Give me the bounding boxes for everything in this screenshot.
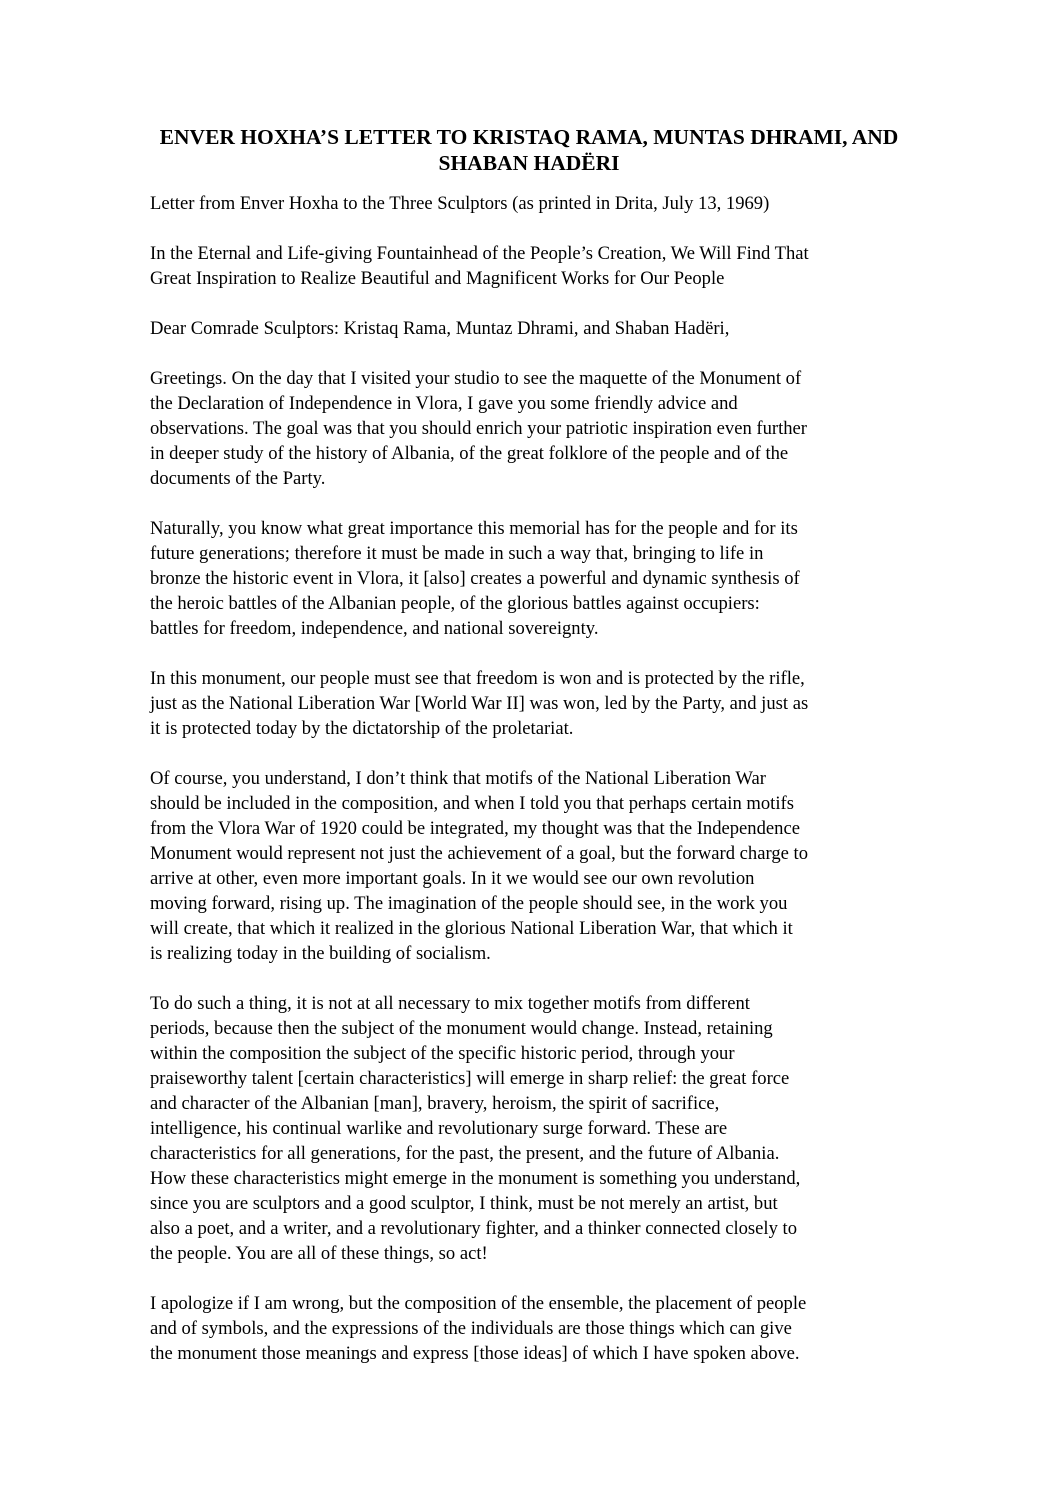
text-line: arrive at other, even more important goals. In it we would see our own revolution (150, 868, 755, 889)
text-line: is realizing today in the building of socialism. (150, 943, 491, 964)
text-line: and character of the Albanian [man], bravery, heroism, the spirit of sacrifice, (150, 1093, 720, 1114)
text-line: Of course, you understand, I don’t think that motifs of the National Liberation War (150, 768, 766, 789)
text-line: periods, because then the subject of the monument would change. Instead, retaining (150, 1018, 773, 1039)
text-line: the heroic battles of the Albanian people, of the glorious battles against occupiers: (150, 593, 760, 614)
text-line: intelligence, his continual warlike and revolutionary surge forward. These are (150, 1118, 728, 1139)
text-line: will create, that which it realized in the glorious National Liberation War, that which it (150, 918, 793, 939)
subtitle-paragraph (150, 191, 920, 216)
text-line: also a poet, and a writer, and a revolutionary fighter, and a thinker connected closely to (150, 1218, 797, 1239)
document-title (100, 124, 958, 176)
text-line: and of symbols, and the expressions of the individuals are those things which can give (150, 1318, 792, 1339)
text-line: In the Eternal and Life-giving Fountainhead of the People’s Creation, We Will Find That (150, 243, 809, 264)
text-line: In this monument, our people must see that freedom is won and is protected by the rifle, (150, 668, 805, 689)
text-line: praiseworthy talent [certain characteristics] will emerge in sharp relief: the great force (150, 1068, 790, 1089)
text-line: bronze the historic event in Vlora, it [also] creates a powerful and dynamic synthesis of (150, 568, 800, 589)
body-paragraph (150, 766, 920, 966)
text-line: How these characteristics might emerge in the monument is something you understand, (150, 1168, 801, 1189)
text-line: I apologize if I am wrong, but the composition of the ensemble, the placement of people (150, 1293, 807, 1314)
text-line: just as the National Liberation War [World War II] was won, led by the Party, and just as (150, 693, 809, 714)
salutation-paragraph (150, 316, 920, 341)
heading-paragraph (150, 241, 920, 291)
title-line: SHABAN HADËRI (438, 151, 620, 175)
text-line: Great Inspiration to Realize Beautiful and Magnificent Works for Our People (150, 268, 725, 289)
text-line: To do such a thing, it is not at all necessary to mix together motifs from different (150, 993, 750, 1014)
title-line: ENVER HOXHA’S LETTER TO KRISTAQ RAMA, MUNTAS DHRAMI, AND (159, 125, 899, 149)
text-line: battles for freedom, independence, and national sovereignty. (150, 618, 599, 639)
text-line: Letter from Enver Hoxha to the Three Sculptors (as printed in Drita, July 13, 1969) (150, 193, 770, 214)
body-paragraph (150, 1291, 920, 1366)
text-line: Naturally, you know what great importance this memorial has for the people and for its (150, 518, 798, 539)
text-line: in deeper study of the history of Albania, of the great folklore of the people and of the (150, 443, 789, 464)
text-line: the monument those meanings and express [those ideas] of which I have spoken above. (150, 1343, 800, 1364)
text-line: documents of the Party. (150, 468, 326, 489)
document-body (150, 191, 920, 1391)
body-paragraph (150, 666, 920, 741)
text-line: moving forward, rising up. The imagination of the people should see, in the work you (150, 893, 788, 914)
text-line: future generations; therefore it must be made in such a way that, bringing to life in (150, 543, 764, 564)
text-line: the people. You are all of these things, so act! (150, 1243, 488, 1264)
text-line: it is protected today by the dictatorship of the proletariat. (150, 718, 574, 739)
text-line: should be included in the composition, and when I told you that perhaps certain motifs (150, 793, 794, 814)
body-paragraph (150, 366, 920, 491)
text-line: Greetings. On the day that I visited your studio to see the maquette of the Monument of (150, 368, 802, 389)
body-paragraph (150, 516, 920, 641)
text-line: within the composition the subject of the specific historic period, through your (150, 1043, 735, 1064)
text-line: from the Vlora War of 1920 could be integrated, my thought was that the Independence (150, 818, 800, 839)
body-paragraph (150, 991, 920, 1266)
text-line: Dear Comrade Sculptors: Kristaq Rama, Muntaz Dhrami, and Shaban Hadëri, (150, 318, 730, 339)
text-line: Monument would represent not just the achievement of a goal, but the forward charge to (150, 843, 808, 864)
text-line: observations. The goal was that you should enrich your patriotic inspiration even further (150, 418, 807, 439)
text-line: the Declaration of Independence in Vlora, I gave you some friendly advice and (150, 393, 738, 414)
text-line: characteristics for all generations, for the past, the present, and the future of Albania. (150, 1143, 780, 1164)
text-line: since you are sculptors and a good sculptor, I think, must be not merely an artist, but (150, 1193, 778, 1214)
